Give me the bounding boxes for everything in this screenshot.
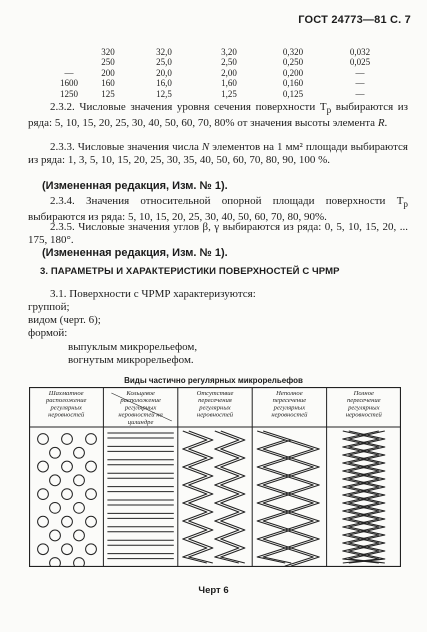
- form-concave: вогнутым микрорельефом.: [68, 354, 194, 366]
- revision-note-2: (Измененная редакция, Изм. № 1).: [42, 247, 228, 259]
- paragraph-2-3-5: 2.3.5. Числовые значения углов β, γ выбираются из ряда: 0, 5, 10, 15, 20, ... 175, 180°.: [28, 221, 408, 246]
- fully-intersecting-waves: [343, 431, 385, 563]
- table-cell: 160: [101, 78, 115, 89]
- figure-column-header: Неполное пересечение регулярных неровностей: [271, 390, 308, 419]
- table-cell: 12,5: [156, 88, 172, 99]
- table-cell: 0,160: [282, 78, 304, 89]
- table-cell: 0,250: [282, 57, 304, 68]
- table-row: [50, 78, 392, 88]
- paragraph-2-3-3: 2.3.3. Числовые значения числа N элементов на 1 мм² площади выбираются из ряда: 1, 3, 5, 10, 15, 20, 25, 30, 35, 40, 50, 60, 70, 80, 90, 100 %.: [28, 141, 408, 166]
- table-cell: 1250: [60, 88, 78, 99]
- non-intersecting-waves: [183, 431, 245, 563]
- table-cell: 32,0: [156, 47, 172, 57]
- form-convex: выпуклым микрорельефом,: [68, 341, 198, 353]
- figure-column-header: Отсутствие пересечения регулярных неровностей: [196, 390, 234, 419]
- characteristic-view: видом (черт. 6);: [28, 314, 101, 326]
- table-cell: 3,20: [221, 47, 237, 57]
- paragraph-2-3-2: 2.3.2. Числовые значения уровня сечения поверхности $T_p$ выбираются из ряда: 5, 10, 15, 20, 25, 30, 40, 50, 60, 70, 80% от значения высоты элемента R.: [28, 101, 408, 129]
- table-cell: 20,0: [156, 67, 172, 78]
- staggered-circles: [38, 434, 97, 567]
- table-cell: 1,25: [221, 88, 237, 99]
- partially-intersecting-waves: [257, 431, 319, 567]
- figure-column-header: Кольцевое расположение регулярных неровностей на цилиндре: [118, 390, 163, 426]
- table-cell: 320: [101, 47, 115, 57]
- table-row: [50, 47, 392, 57]
- table-cell: 1600: [60, 78, 78, 89]
- table-cell: 125: [101, 88, 115, 99]
- figure-column-header: Шахматное расположение регулярных неровностей: [45, 390, 87, 419]
- figure-title: Виды частично регулярных микрорельефов: [124, 376, 303, 385]
- table-cell: 0,200: [282, 67, 304, 78]
- table-row: [50, 57, 392, 67]
- table-cell: —: [355, 67, 365, 78]
- microrelief-figure: [29, 387, 401, 567]
- paragraph-3-1: 3.1. Поверхности с ЧРМР характеризуются:: [50, 288, 256, 300]
- table-cell: 2,50: [221, 57, 237, 68]
- table-cell: 2,00: [221, 67, 237, 78]
- table-cell: 25,0: [156, 57, 172, 68]
- table-cell: 200: [101, 67, 115, 78]
- table-row: [50, 89, 392, 99]
- table-cell: 1,60: [221, 78, 237, 89]
- paragraph-2-3-4: 2.3.4. Значения относительной опорной площади поверхности $T_p$ выбираются из ряда: 5, 10, 15, 20, 25, 30, 40, 50, 60, 70, 80, 90%.: [28, 195, 408, 223]
- table-cell: 16,0: [156, 78, 172, 89]
- values-table: [50, 47, 392, 99]
- revision-note-1: (Измененная редакция, Изм. № 1).: [42, 180, 228, 192]
- figure-column-headers: [45, 390, 383, 426]
- table-cell: 0,125: [282, 88, 304, 99]
- table-cell: 250: [101, 57, 115, 68]
- page-header: ГОСТ 24773—81 С. 7: [298, 14, 411, 26]
- table-cell: 0,320: [282, 47, 304, 57]
- ring-grooves: [107, 433, 173, 559]
- characteristic-form: формой:: [28, 327, 68, 339]
- table-row: [50, 68, 392, 78]
- characteristic-group: группой;: [28, 301, 70, 313]
- table-cell: —: [355, 78, 365, 89]
- figure-column-header: Полное пересечение регулярных неровностей: [345, 390, 382, 419]
- table-cell: 0,032: [349, 47, 371, 57]
- table-cell: —: [355, 88, 365, 99]
- section-title: 3. ПАРАМЕТРЫ И ХАРАКТЕРИСТИКИ ПОВЕРХНОСТЕЙ С ЧРМР: [40, 266, 340, 277]
- figure-caption: Черт 6: [198, 585, 229, 596]
- table-cell: 0,025: [349, 57, 371, 68]
- table-cell: —: [64, 67, 74, 78]
